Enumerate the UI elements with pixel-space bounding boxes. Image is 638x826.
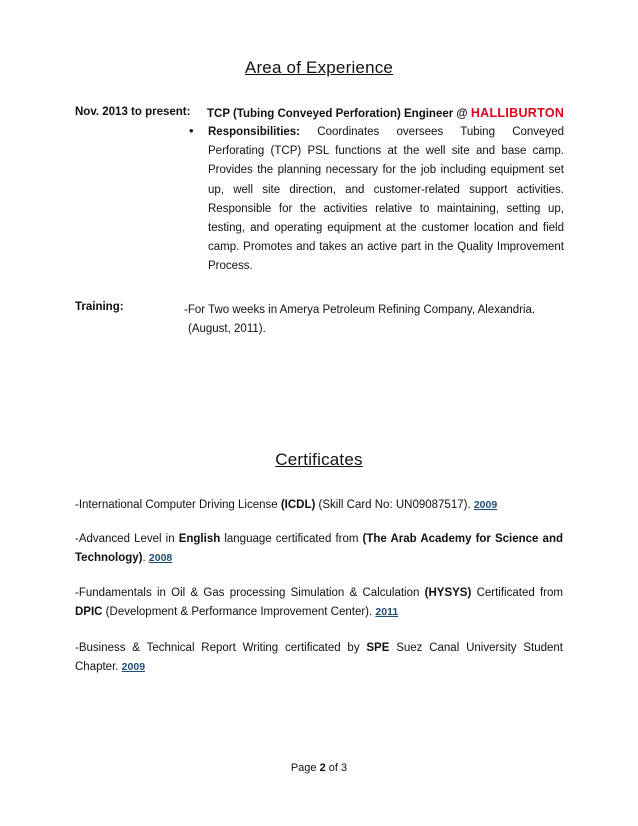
certificate-year-link[interactable]: 2009 (121, 661, 146, 673)
certificate-year-link[interactable]: 2011 (375, 606, 399, 618)
company-name: HALLIBURTON (470, 106, 565, 120)
certificate-item (75, 496, 563, 515)
certificate-bold: (The Arab Academy for Science and Technology) (75, 533, 563, 564)
training-label: Training: (75, 301, 124, 313)
responsibilities-paragraph (208, 123, 564, 277)
certificate-text: -Business & Technical Report Writing certificated by (75, 642, 367, 654)
experience-period: Nov. 2013 to present: (75, 106, 191, 118)
certificates-heading: Certificates (275, 450, 363, 469)
training-line-2: (August, 2011). (188, 323, 266, 335)
bullet-icon: • (189, 123, 194, 138)
certificate-bold: English (178, 533, 221, 545)
certificate-bold: (HYSYS) (424, 587, 472, 599)
certificate-bold: SPE (366, 642, 390, 654)
training-line-1: -For Two weeks in Amerya Petroleum Refining Company, Alexandria. (184, 304, 536, 316)
certificate-item (75, 639, 563, 677)
experience-heading: Area of Experience (244, 58, 394, 77)
certificate-text: -Fundamentals in Oil & Gas processing Simulation & Calculation (75, 587, 425, 599)
footer-of-word: of (328, 762, 338, 774)
footer-page-number: 2 (319, 762, 326, 774)
certificate-text: Suez Canal University Student Chapter. (75, 642, 563, 673)
footer-page-word: Page (290, 762, 317, 774)
certificate-text: (Skill Card No: UN09087517). (315, 499, 474, 511)
training-details (184, 301, 535, 339)
certificate-year-link[interactable]: 2008 (148, 552, 173, 564)
responsibilities-text: Coordinates oversees Tubing Conveyed Perforating (TCP) PSL functions at the well site and base camp. Provides the planning necessary for the job including equipment set up, well site direction, and customer-related support activities. Responsible for the activities relative to maintaining, setting up, testing, and operating equipment at the customer location and field camp. Promotes and takes an active part in the Quality Improvement Process. (208, 126, 564, 273)
certificate-item (75, 584, 563, 622)
page-footer (0, 762, 638, 774)
certificate-text: Certificated from (471, 587, 563, 599)
experience-job-line (207, 106, 564, 120)
certificate-text: (Development & Performance Improvement Center). (102, 606, 376, 618)
certificate-bold: DPIC (75, 606, 103, 618)
responsibilities-label: Responsibilities: (208, 126, 301, 138)
certificate-text: -Advanced Level in (75, 533, 179, 545)
job-title: TCP (Tubing Conveyed Perforation) Engineer @ (207, 108, 468, 120)
certificate-text: language certificated from (220, 533, 363, 545)
certificate-bold: (ICDL) (280, 499, 316, 511)
certificate-text: . (142, 552, 149, 564)
footer-total-pages: 3 (341, 762, 348, 774)
certificate-year-link[interactable]: 2009 (473, 499, 498, 511)
certificate-item (75, 530, 563, 568)
certificate-text: -International Computer Driving License (75, 499, 281, 511)
